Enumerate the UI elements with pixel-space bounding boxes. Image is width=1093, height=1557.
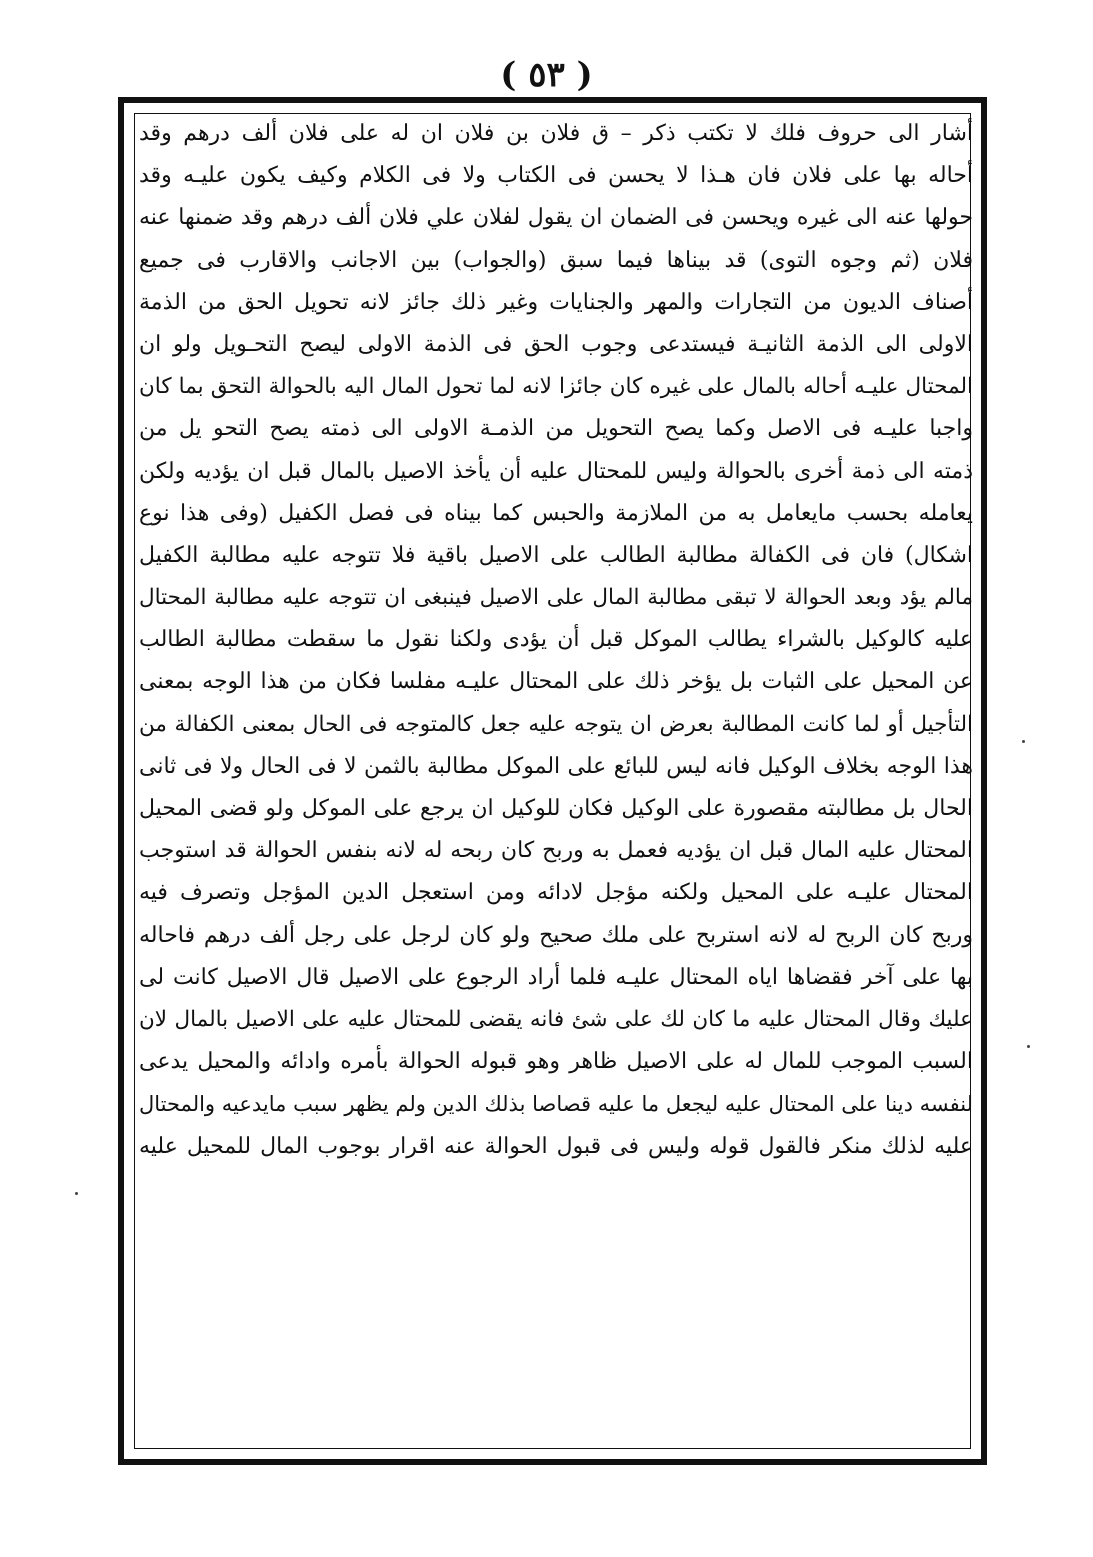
text-line: لنفسه دينا على المحتال عليه ليجعل ما عليه قصاصا بذلك الدين ولم يظهر سبب مايدعيه والمحتال xyxy=(139,1092,973,1117)
text-line: المحتال عليـه على المحيل ولكنه مؤجل لادائه ومن استعجل الدين المؤجل وتصرف فيه xyxy=(139,880,973,906)
text-line: هذا الوجه بخلاف الوكيل فانه ليس للبائع على الموكل مطالبة بالثمن لا فى الحال ولا فى ثانى xyxy=(139,753,973,779)
scan-speck xyxy=(75,1192,78,1195)
text-line: حولها عنه الى غيره ويحسن فى الضمان ان يقول لفلان علي فلان ألف درهم وقد ضمنها عنه xyxy=(139,205,973,231)
text-line: السبب الموجب للمال له على الاصيل ظاهر وهو قبوله الحوالة بأمره وادائه والمحيل يدعى xyxy=(139,1049,973,1075)
text-line: ذمته الى ذمة أخرى بالحوالة وليس للمحتال عليه أن يأخذ الاصيل بالمال قبل ان يؤديه ولكن xyxy=(139,458,973,484)
scan-speck xyxy=(1022,740,1025,743)
text-line: عليه لذلك منكر فالقول قوله وليس فى قبول الحوالة عنه اقرار بوجوب المال للمحيل عليه xyxy=(139,1133,973,1159)
scan-speck xyxy=(1027,1045,1030,1048)
text-line: فلان (ثم وجوه التوى) قد بيناها فيما سبق (والجواب) بين الاجانب والاقارب فى جميع xyxy=(139,247,973,273)
text-line: عن المحيل على الثبات بل يؤخر ذلك على المحتال عليـه مفلسا فكان من هذا الوجه بمعنى xyxy=(139,669,973,695)
text-line: مالم يؤد وبعد الحوالة لا تبقى مطالبة المال على الاصيل فينبغى ان تتوجه عليه مطالبة المحتال xyxy=(139,585,973,611)
text-line: اشكال) فان فى الكفالة مطالبة الطالب على الاصيل باقية فلا تتوجه عليه مطالبة الكفيل xyxy=(139,542,973,568)
text-line: الاولى الى الذمة الثانيـة فيستدعى وجوب الحق فى الذمة الاولى ليصح التحـويل ولو ان xyxy=(139,331,973,357)
text-line: واجبا عليـه فى الاصل وكما يصح التحويل من الذمـة الاولى الى ذمته يصح التحو يل من xyxy=(139,416,973,442)
text-line: يعامله بحسب مايعامل به من الملازمة والحبس كما بيناه فى فصل الكفيل (وفى هذا نوع xyxy=(139,500,973,526)
text-line: أصناف الديون من التجارات والمهر والجنايات وغير ذلك جائز لانه تحويل الحق من الذمة xyxy=(139,289,973,315)
text-line: أحاله بها على فلان فان هـذا لا يحسن فى الكتاب ولا فى الكلام وكيف يكون عليـه وقد xyxy=(139,163,973,189)
page-number: ( ٥٣ ) xyxy=(500,55,593,95)
text-line: المحتال عليـه أحاله بالمال على غيره كان جائزا لانه لما تحول المال اليه بالحوالة التحق بما كان xyxy=(139,374,973,400)
text-line: أشار الى حروف فلك لا تكتب ذكر – ق فلان بن فلان ان له على فلان ألف درهم وقد xyxy=(139,121,973,146)
text-line: بها على آخر فقضاها اياه المحتال عليـه فلما أراد الرجوع على الاصيل قال الاصيل كانت لى xyxy=(139,964,973,990)
text-line: عليك وقال المحتال عليه ما كان لك على شئ فانه يقضى للمحتال عليه على الاصيل بالمال لان xyxy=(139,1006,973,1032)
text-line: عليه كالوكيل بالشراء يطالب الموكل قبل أن يؤدى ولكنا نقول ما سقطت مطالبة الطالب xyxy=(139,627,973,653)
text-line: المحتال عليه المال قبل ان يؤديه فعمل به وربح كان ربحه له لانه بنفس الحوالة قد استوجب xyxy=(139,838,973,864)
main-text-body xyxy=(139,113,973,1451)
page-border-frame xyxy=(118,97,987,1465)
text-line: التأجيل أو لما كانت المطالبة بعرض ان يتوجه عليه جعل كالمتوجه فى الحال بمعنى الكفالة من xyxy=(139,711,973,737)
text-line: الحال بل مطالبته مقصورة على الوكيل فكان للوكيل ان يرجع على الموكل ولو قضى المحيل xyxy=(139,796,973,821)
text-line: وربح كان الربح له لانه استربح على ملك صحيح ولو كان لرجل على رجل ألف درهم فاحاله xyxy=(139,922,973,948)
